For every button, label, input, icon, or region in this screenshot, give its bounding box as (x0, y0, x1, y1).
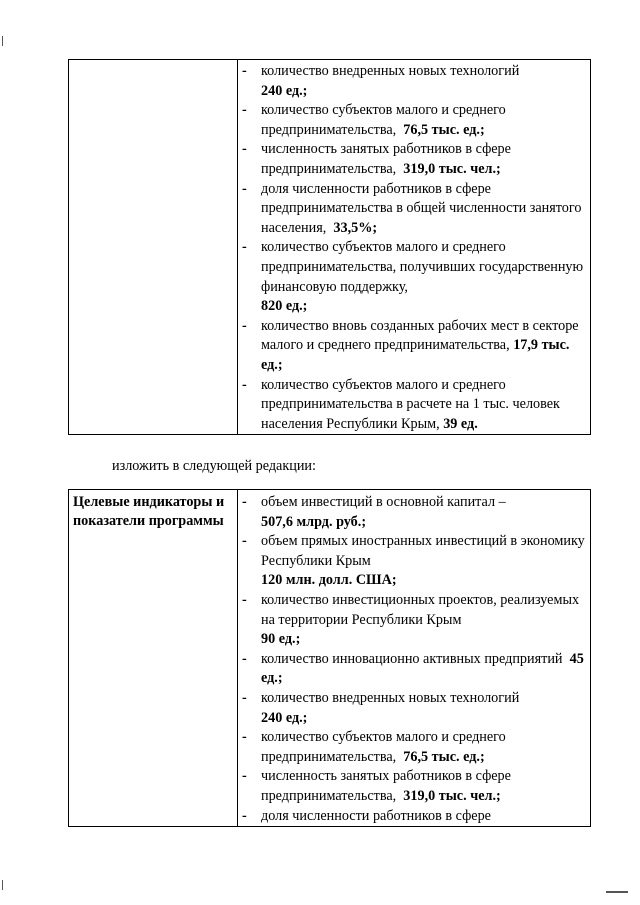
indicator-list (238, 490, 590, 826)
list-item: - объем инвестиций в основной капитал – 507,6 млрд. руб.; (242, 494, 506, 530)
scan-mark (606, 891, 628, 893)
list-item: - количество вновь созданных рабочих мест в секторе малого и среднего предпринимательства, 17,9 тыс. ед.; (242, 317, 579, 373)
list-item: - количество субъектов малого и среднего предпринимательства в расчете на 1 тыс. человек населения Республики Крым, 39 ед. (242, 376, 560, 432)
table-row-header: Целевые индикаторы и показатели программы (73, 494, 225, 529)
scan-mark (2, 880, 3, 890)
list-item: - количество инновационно активных предприятий 45 ед.; (242, 650, 584, 687)
table-label-cell (69, 60, 238, 435)
list-item: - объем прямых иностранных инвестиций в экономику Республики Крым 120 млн. долл. США; (242, 533, 585, 589)
table-label-cell (69, 490, 238, 827)
table-content-cell (238, 490, 591, 827)
list-item: - доля численности работников в сфере предпринимательства в общей численности занятого населения, 33,5%; (242, 180, 582, 236)
list-item: - количество субъектов малого и среднего предпринимательства, 76,5 тыс. ед.; (242, 729, 506, 765)
list-item: - количество инвестиционных проектов, реализуемых на территории Республики Крым 90 ед.; (242, 591, 580, 648)
indicators-table-new (68, 489, 591, 827)
instruction-text: изложить в следующей редакции: (112, 458, 316, 474)
list-item: - количество субъектов малого и среднего предпринимательства, 76,5 тыс. ед.; (242, 102, 506, 138)
indicators-table-old (68, 59, 591, 435)
list-item: - доля численности работников в сфере (242, 807, 491, 824)
list-item: - количество внедренных новых технологий 240 ед.; (242, 63, 520, 99)
table-content-cell (238, 60, 591, 435)
list-item: - количество субъектов малого и среднего предпринимательства, получивших государственную финансовую поддержку, 820 ед.; (242, 239, 584, 315)
list-item: - количество внедренных новых технологий 240 ед.; (242, 689, 520, 726)
scan-mark (2, 36, 3, 46)
indicator-list (238, 60, 590, 434)
list-item: - численность занятых работников в сфере предпринимательства, 319,0 тыс. чел.; (242, 141, 511, 177)
list-item: - численность занятых работников в сфере предпринимательства, 319,0 тыс. чел.; (242, 768, 511, 804)
